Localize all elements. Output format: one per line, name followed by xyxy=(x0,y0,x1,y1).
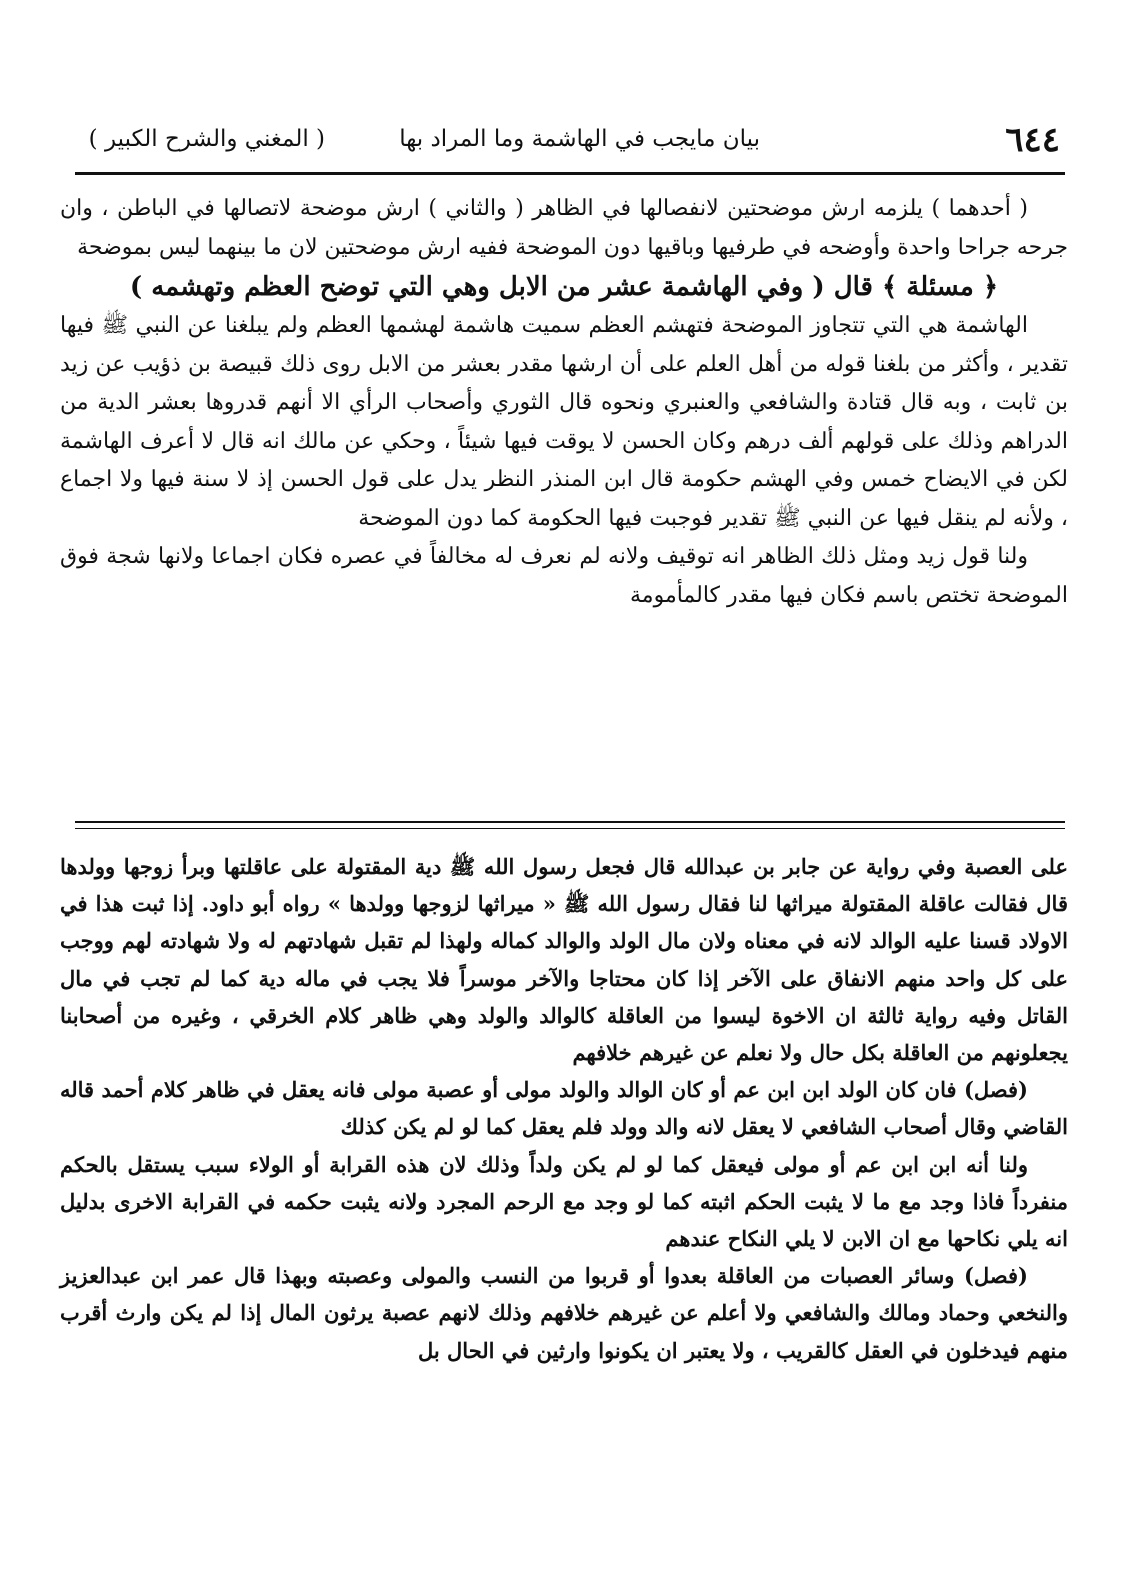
book-title: ( المغني والشرح الكبير ) xyxy=(88,126,325,152)
paragraph: ولنا أنه ابن ابن عم أو مولى فيعقل كما لو لم يكن ولداً وذلك لان هذه القرابة أو الولاء سبب يستقل بالحكم منفرداً فاذا وجد مع ما لا يثبت الحكم اثبته كما لو وجد مع الرحم المجرد ولانه يثبت حكمه في القرابة الاخرى بدليل انه يلي نكاحها مع ان الابن لا يلي النكاح عندهم xyxy=(60,1151,1068,1252)
paragraph: (فصل) وسائر العصبات من العاقلة بعدوا أو قربوا من النسب والمولى وعصبته وبهذا قال عمر ابن عبدالعزيز والنخعي وحماد ومالك والشافعي ولا أعلم عن غيرهم خلافهم وذلك لانهم عصبة يرثون المال إذا لم يكن وارث أقرب منهم فيدخلون في العقل كالقريب ، ولا يعتبر ان يكونوا وارثين في الحال بل xyxy=(60,1263,1068,1363)
paragraph: ولنا قول زيد ومثل ذلك الظاهر انه توقيف ولانه لم نعرف له مخالفاً في عصره فكان اجماعا ولانها شجة فوق الموضحة تختص باسم فكان فيها مقدر كالمأمومة xyxy=(60,544,1068,608)
section-heading: ﴿ مسئلة ﴾ قال ( وفي الهاشمة عشر من الابل وهي التي توضح العظم وتهشمه ) xyxy=(129,272,999,302)
page-number: ٦٤٤ xyxy=(1005,120,1060,160)
paragraph: ( أحدهما ) يلزمه ارش موضحتين لانفصالها في الظاهر ( والثاني ) ارش موضحة لاتصالها في الباطن ، وان جرحه جراحا واحدة وأوضحه في طرفيها وباقيها دون الموضحة ففيه ارش موضحتين لان ما بينهما ليس بموضحة xyxy=(60,196,1068,260)
footnote-divider xyxy=(75,821,1065,829)
running-title: بيان مايجب في الهاشمة وما المراد بها xyxy=(399,126,760,152)
paragraph: الهاشمة هي التي تتجاوز الموضحة فتهشم العظم سميت هاشمة لهشمها العظم ولم يبلغنا عن النبي ﷺ فيها تقدير ، وأكثر من بلغنا قوله من أهل العلم على أن ارشها مقدر بعشر من الابل روى ذلك قبيصة بن ذؤيب عن زيد بن ثابت ، وبه قال قتادة والشافعي والعنبري ونحوه قال الثوري وأصحاب الرأي الا أنهم قدروها بعشر الدية من الدراهم وذلك على قولهم ألف درهم وكان الحسن لا يوقت فيها شيئاً ، وحكي عن مالك انه قال لا أعرف الهاشمة لكن في الايضاح خمس وفي الهشم حكومة قال ابن المنذر النظر يدل على قول الحسن إذ لا سنة فيها ولا اجماع ، ولأنه لم ينقل فيها عن النبي ﷺ تقدير فوجبت فيها الحكومة كما دون الموضحة xyxy=(60,313,1068,531)
commentary-text xyxy=(60,848,1068,1369)
paragraph: على العصبة وفي رواية عن جابر بن عبدالله قال فجعل رسول الله ﷺ دية المقتولة على عاقلتها وبرأ زوجها وولدها قال فقالت عاقلة المقتولة ميراثها لنا فقال رسول الله ﷺ « ميراثها لزوجها وولدها » رواه أبو داود. إذا ثبت هذا في الاولاد قسنا عليه الوالد لانه في معناه ولان مال الولد والوالد كماله ولهذا لم تقبل شهادتهم له ولا شهادته لهم ووجب على كل واحد منهم الانفاق على الآخر إذا كان محتاجا والآخر موسراً فلا يجب في ماله دية كما لم تجب في مال القاتل وفيه رواية ثالثة ان الاخوة ليسوا من العاقلة كالوالد والولد وهي ظاهر كلام الخرقي ، وغيره من أصحابنا يجعلونهم من العاقلة بكل حال ولا نعلم عن غيرهم خلافهم xyxy=(60,854,1068,1066)
paragraph: (فصل) فان كان الولد ابن ابن عم أو كان الوالد والولد مولى أو عصبة مولى فانه يعقل في ظاهر كلام أحمد قاله القاضي وقال أصحاب الشافعي لا يعقل لانه والد وولد فلم يعقل كما لو لم يكن كذلك xyxy=(60,1077,1068,1140)
header-rule xyxy=(75,172,1065,175)
main-text xyxy=(60,190,1068,615)
page-header xyxy=(70,118,1070,166)
